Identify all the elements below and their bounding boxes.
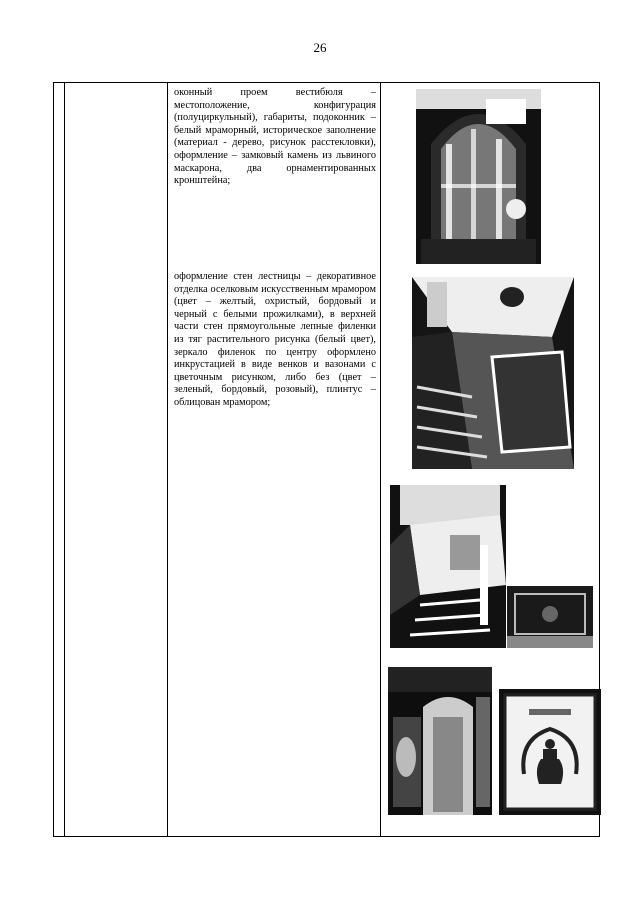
row-1-description: оконный проем вестибюля – местоположение, конфигурация (полуциркульный), габариты, подоконник – белый мраморный, историческое заполнение (материал - дерево, рисунок расстекловки), оформление – замковый камень из львиного маскарона, два орнаментированных кронштейна;	[174, 87, 376, 187]
vase-wreath-inlay-photo	[499, 689, 601, 815]
table-column-divider	[64, 83, 65, 836]
table-column-divider	[380, 83, 381, 836]
interior-doorway-photo	[388, 667, 492, 815]
objects-table	[53, 82, 600, 837]
arched-window-photo	[416, 89, 541, 264]
staircase-wall-photo	[412, 277, 574, 469]
table-column-divider	[167, 83, 168, 836]
staircase-landing-photo	[390, 485, 506, 648]
page-number: 26	[313, 40, 327, 55]
row-2-description: оформление стен лестницы – декоративное отделка оселковым искусственным мрамором (цвет – желтый, охристый, бордовый и черный с белыми прожилками), в верхней части стен прямоугольные лепные филенки из тяг растительного рисунка (белый цвет), зеркало филенок по центру оформлено инкрустацией в виде венков и вазонами с цветочным рисунком, либо без (цвет – зеленый, бордовый, розовый), плинтус – облицован мрамором;	[174, 271, 376, 408]
wall-panel-detail-photo	[507, 586, 593, 648]
